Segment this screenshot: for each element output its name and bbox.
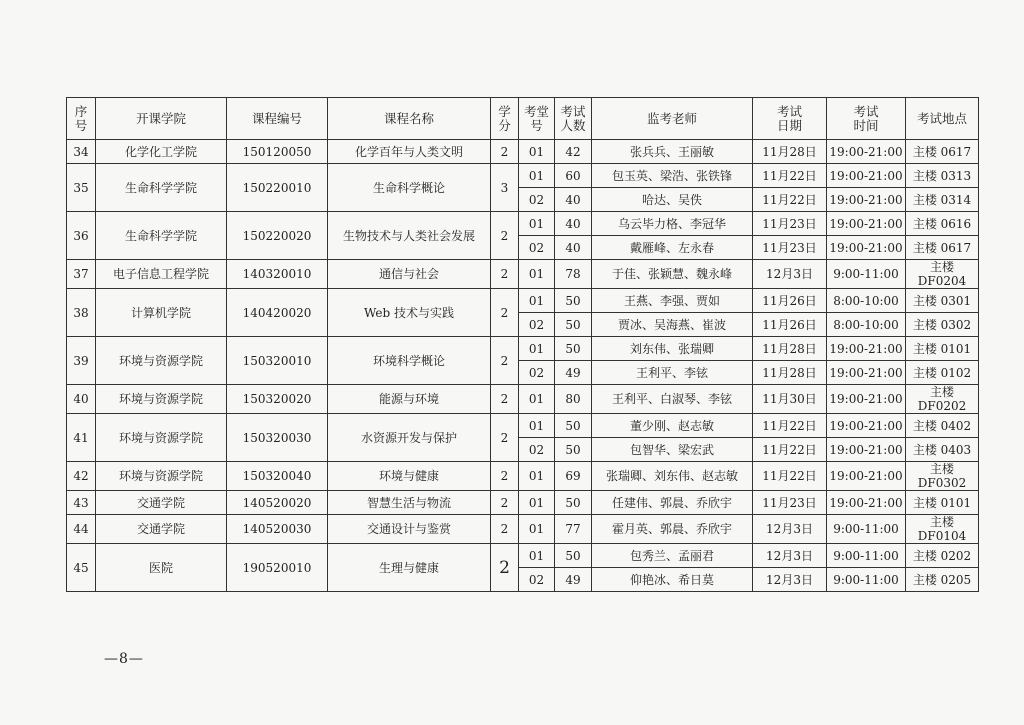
cell-student-count: 80: [555, 385, 592, 414]
cell-course-name: 环境与健康: [328, 462, 491, 491]
cell-course-name: 生物技术与人类社会发展: [328, 212, 491, 260]
cell-student-count: 50: [555, 289, 592, 313]
table-row: [67, 544, 979, 568]
cell-proctors: 于佳、张颖慧、魏永峰: [592, 260, 753, 289]
page-number: —8—: [104, 651, 144, 667]
cell-exam-place: 主楼 DF0204: [906, 260, 979, 289]
cell-exam-date: 11月28日: [753, 337, 827, 361]
cell-proctors: 张兵兵、王丽敏: [592, 140, 753, 164]
cell-exam-place: 主楼 0617: [906, 236, 979, 260]
cell-college: 环境与资源学院: [96, 414, 227, 462]
cell-exam-time: 19:00-21:00: [827, 188, 906, 212]
cell-course-code: 150320010: [227, 337, 328, 385]
cell-student-count: 40: [555, 212, 592, 236]
cell-student-count: 50: [555, 491, 592, 515]
cell-room-no: 01: [519, 385, 555, 414]
cell-credit: 3: [491, 164, 519, 212]
cell-exam-place: 主楼 0403: [906, 438, 979, 462]
cell-exam-place: 主楼 DF0104: [906, 515, 979, 544]
cell-credit: 2: [491, 289, 519, 337]
cell-student-count: 50: [555, 337, 592, 361]
cell-room-no: 01: [519, 289, 555, 313]
cell-exam-place: 主楼 0617: [906, 140, 979, 164]
cell-exam-date: 11月30日: [753, 385, 827, 414]
cell-credit: 2: [491, 515, 519, 544]
cell-exam-place: 主楼 0616: [906, 212, 979, 236]
table-row: [67, 140, 979, 164]
cell-credit: 2: [491, 414, 519, 462]
cell-credit: 2: [491, 140, 519, 164]
cell-exam-date: 12月3日: [753, 568, 827, 592]
cell-course-code: 150320030: [227, 414, 328, 462]
table-row: [67, 337, 979, 361]
cell-college: 电子信息工程学院: [96, 260, 227, 289]
cell-exam-place: 主楼 DF0202: [906, 385, 979, 414]
cell-room-no: 01: [519, 140, 555, 164]
table-row: [67, 212, 979, 236]
cell-exam-time: 9:00-11:00: [827, 260, 906, 289]
cell-room-no: 02: [519, 188, 555, 212]
cell-course-code: 150120050: [227, 140, 328, 164]
cell-exam-place: 主楼 DF0302: [906, 462, 979, 491]
cell-student-count: 50: [555, 414, 592, 438]
cell-room-no: 01: [519, 414, 555, 438]
cell-exam-time: 8:00-10:00: [827, 289, 906, 313]
header-exam-time: 考试 时间: [827, 98, 906, 140]
cell-serial-no: 41: [67, 414, 96, 462]
cell-proctors: 包秀兰、孟丽君: [592, 544, 753, 568]
cell-course-code: 140520030: [227, 515, 328, 544]
table-row: [67, 414, 979, 438]
cell-exam-date: 12月3日: [753, 260, 827, 289]
cell-course-name: Web 技术与实践: [328, 289, 491, 337]
cell-exam-time: 19:00-21:00: [827, 164, 906, 188]
header-row: [67, 98, 979, 140]
cell-exam-place: 主楼 0313: [906, 164, 979, 188]
cell-course-code: 150320040: [227, 462, 328, 491]
cell-room-no: 01: [519, 462, 555, 491]
cell-exam-date: 11月23日: [753, 212, 827, 236]
cell-college: 交通学院: [96, 515, 227, 544]
cell-serial-no: 45: [67, 544, 96, 592]
header-course-name: 课程名称: [328, 98, 491, 140]
cell-proctors: 包智华、梁宏武: [592, 438, 753, 462]
cell-student-count: 77: [555, 515, 592, 544]
cell-exam-date: 12月3日: [753, 544, 827, 568]
cell-college: 环境与资源学院: [96, 337, 227, 385]
cell-proctors: 王燕、李强、贾如: [592, 289, 753, 313]
cell-course-code: 140320010: [227, 260, 328, 289]
cell-exam-time: 8:00-10:00: [827, 313, 906, 337]
cell-exam-time: 19:00-21:00: [827, 414, 906, 438]
cell-proctors: 董少刚、赵志敏: [592, 414, 753, 438]
cell-room-no: 02: [519, 236, 555, 260]
header-exam-place: 考试地点: [906, 98, 979, 140]
cell-exam-place: 主楼 0101: [906, 491, 979, 515]
header-exam-date: 考试 日期: [753, 98, 827, 140]
cell-college: 生命科学学院: [96, 164, 227, 212]
cell-room-no: 01: [519, 491, 555, 515]
table-row: [67, 462, 979, 491]
cell-course-name: 环境科学概论: [328, 337, 491, 385]
cell-proctors: 霍月英、郭晨、乔欣宇: [592, 515, 753, 544]
cell-college: 化学化工学院: [96, 140, 227, 164]
cell-exam-time: 19:00-21:00: [827, 361, 906, 385]
cell-exam-time: 19:00-21:00: [827, 140, 906, 164]
header-student-count: 考试 人数: [555, 98, 592, 140]
cell-course-code: 190520010: [227, 544, 328, 592]
header-room-no: 考堂 号: [519, 98, 555, 140]
cell-exam-date: 11月22日: [753, 164, 827, 188]
cell-exam-place: 主楼 0101: [906, 337, 979, 361]
cell-room-no: 02: [519, 313, 555, 337]
table-row: [67, 289, 979, 313]
cell-course-code: 150220020: [227, 212, 328, 260]
cell-room-no: 01: [519, 515, 555, 544]
cell-serial-no: 40: [67, 385, 96, 414]
cell-proctors: 戴雁峰、左永春: [592, 236, 753, 260]
cell-course-name: 智慧生活与物流: [328, 491, 491, 515]
cell-exam-time: 9:00-11:00: [827, 568, 906, 592]
cell-proctors: 王利平、白淑琴、李铉: [592, 385, 753, 414]
cell-credit: 2: [491, 385, 519, 414]
cell-room-no: 02: [519, 568, 555, 592]
cell-exam-date: 11月23日: [753, 491, 827, 515]
cell-serial-no: 38: [67, 289, 96, 337]
cell-exam-date: 11月23日: [753, 236, 827, 260]
cell-college: 交通学院: [96, 491, 227, 515]
cell-course-name: 化学百年与人类文明: [328, 140, 491, 164]
table-row: [67, 164, 979, 188]
cell-student-count: 60: [555, 164, 592, 188]
cell-course-code: 140520020: [227, 491, 328, 515]
cell-college: 环境与资源学院: [96, 385, 227, 414]
cell-exam-date: 11月22日: [753, 462, 827, 491]
cell-course-name: 交通设计与鉴赏: [328, 515, 491, 544]
header-serial-no: 序 号: [67, 98, 96, 140]
cell-course-name: 生命科学概论: [328, 164, 491, 212]
cell-exam-date: 11月22日: [753, 414, 827, 438]
cell-exam-date: 11月28日: [753, 361, 827, 385]
cell-student-count: 50: [555, 438, 592, 462]
cell-proctors: 张瑞卿、刘东伟、赵志敏: [592, 462, 753, 491]
cell-college: 环境与资源学院: [96, 462, 227, 491]
cell-exam-place: 主楼 0102: [906, 361, 979, 385]
cell-course-code: 150320020: [227, 385, 328, 414]
cell-serial-no: 42: [67, 462, 96, 491]
header-college: 开课学院: [96, 98, 227, 140]
cell-room-no: 01: [519, 260, 555, 289]
cell-credit: 2: [491, 462, 519, 491]
cell-student-count: 49: [555, 361, 592, 385]
cell-course-name: 水资源开发与保护: [328, 414, 491, 462]
table-row: [67, 491, 979, 515]
cell-exam-time: 19:00-21:00: [827, 438, 906, 462]
cell-credit: 2: [491, 544, 519, 592]
table-body: [67, 140, 979, 592]
cell-credit: 2: [491, 260, 519, 289]
cell-student-count: 40: [555, 236, 592, 260]
cell-room-no: 01: [519, 164, 555, 188]
cell-serial-no: 43: [67, 491, 96, 515]
cell-course-name: 生理与健康: [328, 544, 491, 592]
cell-course-code: 150220010: [227, 164, 328, 212]
cell-student-count: 40: [555, 188, 592, 212]
cell-course-name: 通信与社会: [328, 260, 491, 289]
cell-exam-time: 19:00-21:00: [827, 236, 906, 260]
cell-serial-no: 36: [67, 212, 96, 260]
cell-student-count: 78: [555, 260, 592, 289]
cell-exam-time: 19:00-21:00: [827, 212, 906, 236]
cell-room-no: 01: [519, 337, 555, 361]
cell-serial-no: 34: [67, 140, 96, 164]
cell-exam-place: 主楼 0205: [906, 568, 979, 592]
cell-exam-date: 11月22日: [753, 438, 827, 462]
cell-proctors: 乌云毕力格、李冠华: [592, 212, 753, 236]
cell-exam-date: 11月26日: [753, 313, 827, 337]
cell-exam-time: 19:00-21:00: [827, 462, 906, 491]
cell-credit: 2: [491, 212, 519, 260]
cell-credit: 2: [491, 337, 519, 385]
cell-proctors: 包玉英、梁浩、张铁锋: [592, 164, 753, 188]
cell-room-no: 02: [519, 438, 555, 462]
cell-proctors: 仰艳冰、希日莫: [592, 568, 753, 592]
exam-schedule-table: [66, 97, 979, 592]
cell-exam-date: 11月22日: [753, 188, 827, 212]
cell-serial-no: 44: [67, 515, 96, 544]
cell-student-count: 69: [555, 462, 592, 491]
cell-exam-place: 主楼 0301: [906, 289, 979, 313]
cell-college: 生命科学学院: [96, 212, 227, 260]
cell-room-no: 02: [519, 361, 555, 385]
cell-exam-place: 主楼 0302: [906, 313, 979, 337]
cell-exam-time: 9:00-11:00: [827, 544, 906, 568]
cell-exam-place: 主楼 0402: [906, 414, 979, 438]
cell-serial-no: 37: [67, 260, 96, 289]
table-row: [67, 515, 979, 544]
cell-exam-time: 9:00-11:00: [827, 515, 906, 544]
cell-exam-date: 12月3日: [753, 515, 827, 544]
cell-college: 医院: [96, 544, 227, 592]
cell-college: 计算机学院: [96, 289, 227, 337]
cell-student-count: 49: [555, 568, 592, 592]
cell-exam-time: 19:00-21:00: [827, 337, 906, 361]
cell-exam-place: 主楼 0202: [906, 544, 979, 568]
cell-exam-date: 11月26日: [753, 289, 827, 313]
cell-student-count: 42: [555, 140, 592, 164]
cell-exam-date: 11月28日: [753, 140, 827, 164]
cell-serial-no: 39: [67, 337, 96, 385]
table-row: [67, 385, 979, 414]
cell-proctors: 哈达、吴佚: [592, 188, 753, 212]
cell-exam-time: 19:00-21:00: [827, 491, 906, 515]
cell-proctors: 刘东伟、张瑞卿: [592, 337, 753, 361]
cell-exam-place: 主楼 0314: [906, 188, 979, 212]
cell-course-name: 能源与环境: [328, 385, 491, 414]
cell-proctors: 王利平、李铉: [592, 361, 753, 385]
header-credit: 学 分: [491, 98, 519, 140]
cell-course-code: 140420020: [227, 289, 328, 337]
cell-credit: 2: [491, 491, 519, 515]
cell-student-count: 50: [555, 313, 592, 337]
cell-exam-time: 19:00-21:00: [827, 385, 906, 414]
cell-serial-no: 35: [67, 164, 96, 212]
cell-proctors: 贾冰、吴海燕、崔波: [592, 313, 753, 337]
header-course-code: 课程编号: [227, 98, 328, 140]
cell-proctors: 任建伟、郭晨、乔欣宇: [592, 491, 753, 515]
table-row: [67, 260, 979, 289]
cell-room-no: 01: [519, 544, 555, 568]
header-proctors: 监考老师: [592, 98, 753, 140]
cell-student-count: 50: [555, 544, 592, 568]
cell-room-no: 01: [519, 212, 555, 236]
